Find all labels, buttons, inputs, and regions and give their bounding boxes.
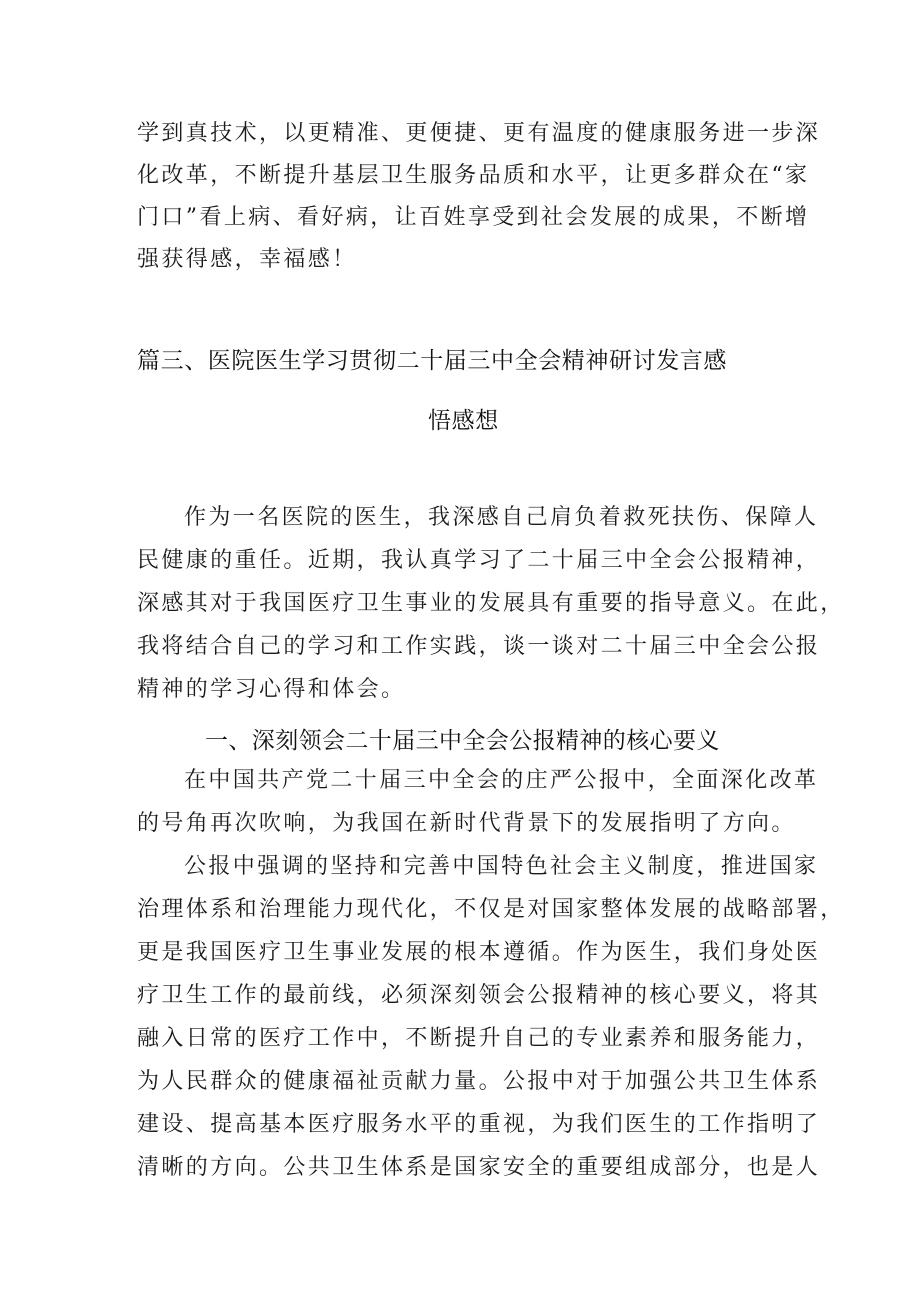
section-para2-line-6: 为人民群众的健康福祉贡献力量。公报中对于加强公共卫生体系 [137, 1069, 821, 1094]
section-heading: 一、深刻领会二十届三中全会公报精神的核心要义 [205, 728, 720, 754]
section-para1-line-1: 在中国共产党二十届三中全会的庄严公报中，全面深化改革 [184, 768, 819, 793]
continuation-line-2: 化改革，不断提升基层卫生服务品质和水平，让更多群众在“家 [137, 163, 810, 188]
section-para2-line-8: 清晰的方向。公共卫生体系是国家安全的重要组成部分，也是人 [137, 1155, 821, 1180]
continuation-line-4: 强获得感，幸福感！ [137, 247, 357, 272]
continuation-line-1: 学到真技术，以更精准、更便捷、更有温度的健康服务进一步深 [137, 121, 821, 146]
intro-line-1: 作为一名医院的医生，我深感自己肩负着救死扶伤、保障人 [184, 505, 819, 530]
section-para2-line-3: 更是我国医疗卫生事业发展的根本遵循。作为医生，我们身处医 [137, 940, 821, 965]
continuation-line-3: 门口”看上病、看好病，让百姓享受到社会发展的成果，不断增 [137, 205, 810, 230]
intro-line-4: 我将结合自己的学习和工作实践，谈一谈对二十届三中全会公报 [137, 634, 821, 659]
section-para2-line-7: 建设、提高基本医疗服务水平的重视，为我们医生的工作指明了 [137, 1112, 821, 1137]
section-para2-line-1: 公报中强调的坚持和完善中国特色社会主义制度，推进国家 [184, 854, 819, 879]
intro-line-5: 精神的学习心得和体会。 [137, 677, 406, 702]
intro-line-3: 深感其对于我国医疗卫生事业的发展具有重要的指导意义。在此， [137, 591, 845, 616]
section-para2-line-4: 疗卫生工作的最前线，必须深刻领会公报精神的核心要义，将其 [137, 983, 821, 1008]
section-para1-line-2: 的号角再次吹响，为我国在新时代背景下的发展指明了方向。 [137, 811, 796, 836]
section-para2-line-2: 治理体系和治理能力现代化，不仅是对国家整体发展的战略部署， [137, 897, 845, 922]
article-title-line-1: 篇三、医院医生学习贯彻二十届三中全会精神研讨发言感 [137, 348, 727, 374]
article-title-line-2: 悟感想 [428, 408, 499, 434]
section-para2-line-5: 融入日常的医疗工作中，不断提升自己的专业素养和服务能力， [137, 1026, 821, 1051]
intro-line-2: 民健康的重任。近期，我认真学习了二十届三中全会公报精神， [137, 548, 821, 573]
